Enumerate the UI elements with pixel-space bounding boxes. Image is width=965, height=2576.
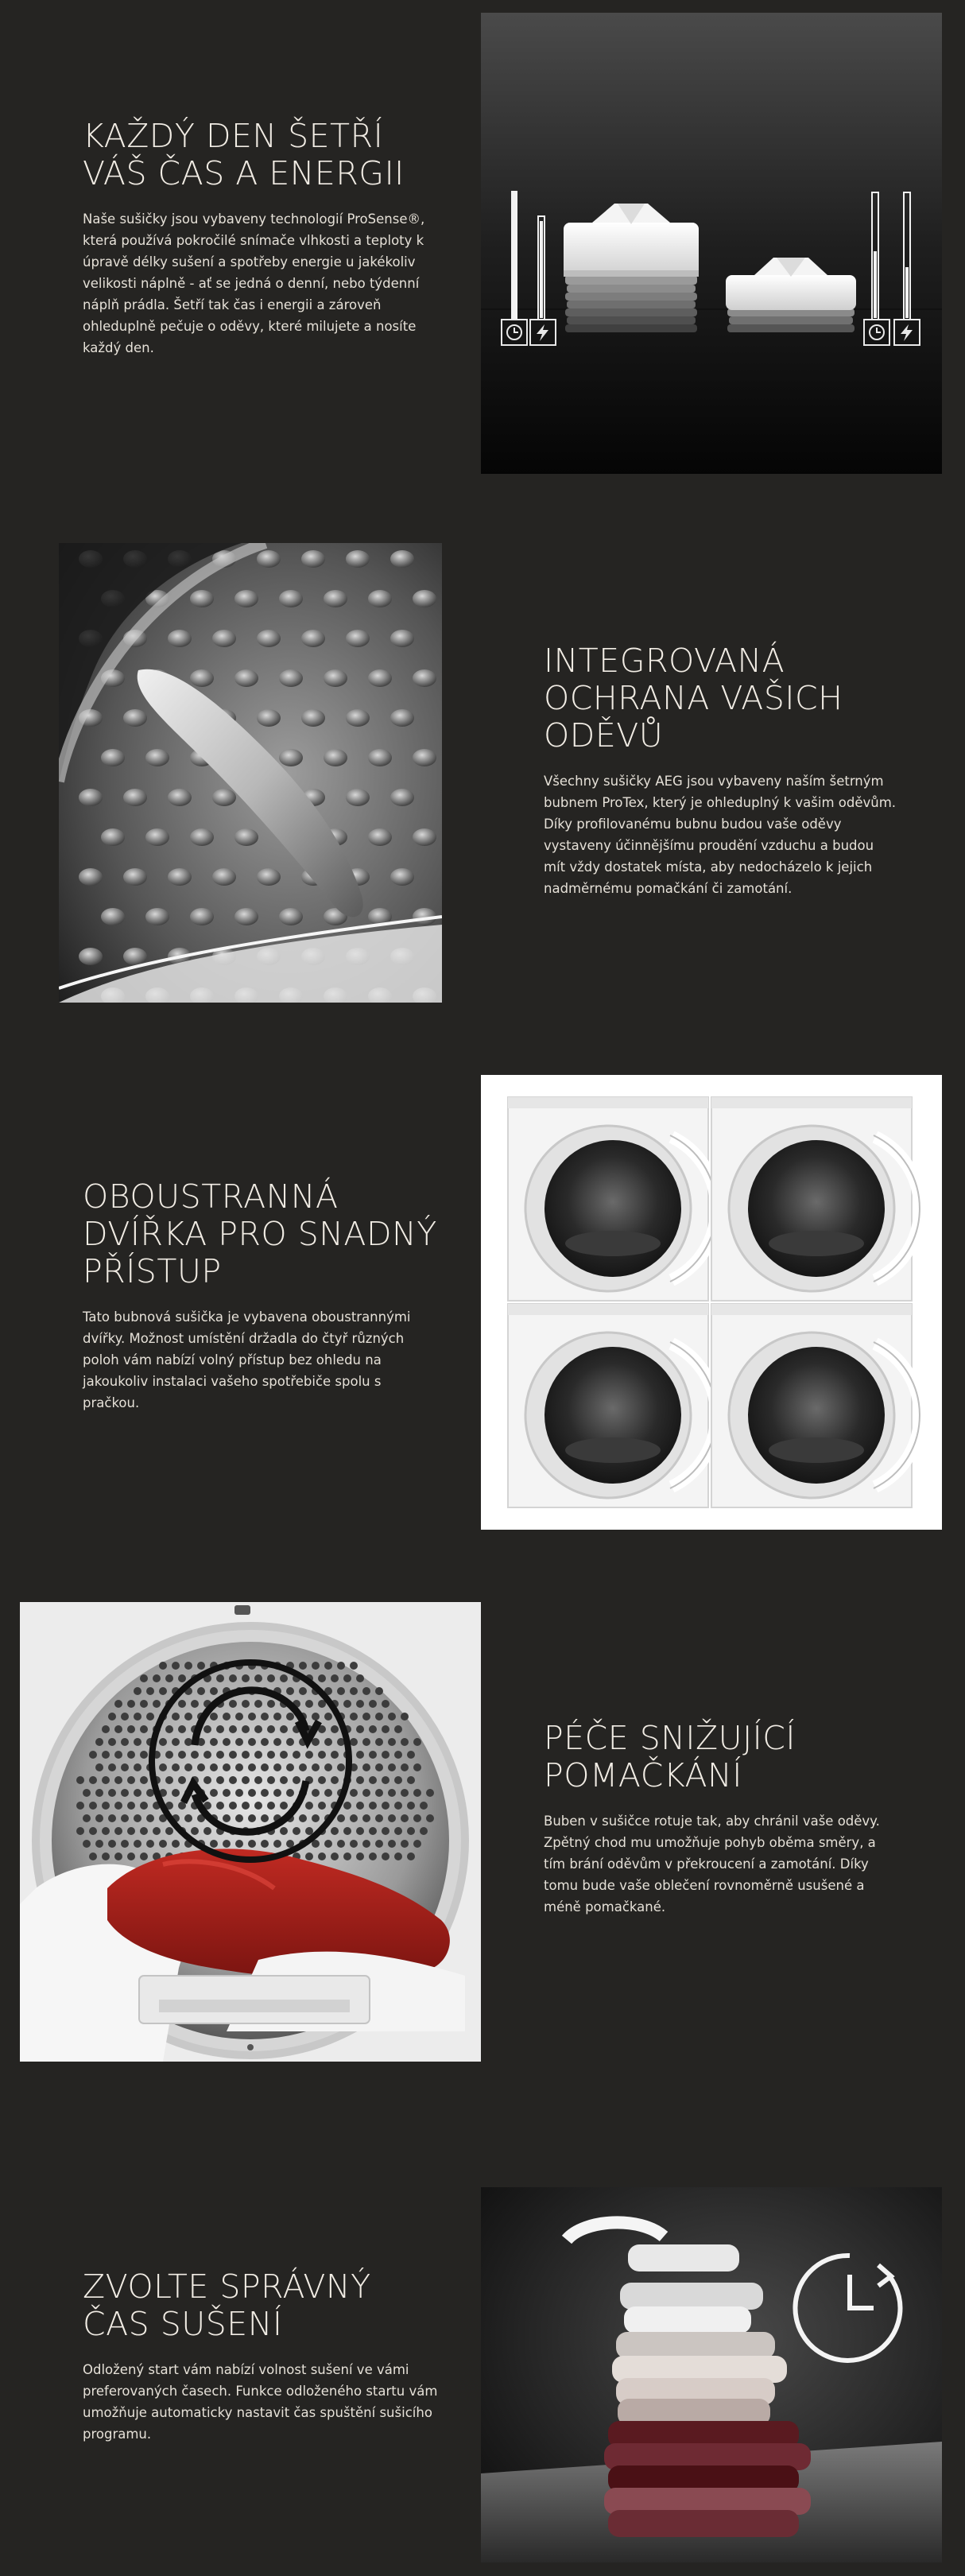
feature-description-delayed-start: Odložený start vám nabízí volnost sušení ve vámi preferovaných časech. Funkce odloženého startu vám umožňuje automaticky nastavit čas spuštění sušicího programu.: [83, 2362, 438, 2442]
feature-section-protex: [0, 525, 965, 1018]
feature-text-reversible-door: [83, 1178, 448, 1414]
feature-description-protex: Všechny sušičky AEG jsou vybaveny naším šetrným bubnem ProTex, který je ohleduplný k vašim oděvům. Díky profilovanému bubnu budou vaše oděvy vystaveny účinnějšímu proudění vzduchu a budou mít vždy dostatek místa, aby nedocházelo k jejich nadměrnému pomačkání či zamotání.: [544, 774, 897, 896]
feature-text-prosense: [83, 118, 448, 359]
protex-drum-image: [59, 543, 442, 1003]
anti-crease-drum-image: [20, 1602, 481, 2062]
feature-title-reversible-door: OBOUSTRANNÁ DVÍŘKA PRO SNADNÝ PŘÍSTUP: [83, 1177, 437, 1290]
feature-description-prosense: Naše sušičky jsou vybaveny technologií ProSense®, která používá pokročilé snímače vlhkosti a teploty k úpravě délky sušení a spotřeby energie u jakékoliv velikosti náplně - ať se jedná o denní, nebo týdenní náplň prádla. Šetří tak čas i energii a zároveň ohleduplně pečuje o oděvy, které milujete a nosíte každý den.: [83, 211, 425, 355]
feature-title-delayed-start: ZVOLTE SPRÁVNÝ ČAS SUŠENÍ: [83, 2268, 371, 2343]
feature-section-anti-crease: [0, 1586, 965, 2079]
feature-title-anti-crease: PÉČE SNIŽUJÍCÍ POMAČKÁNÍ: [544, 1719, 796, 1794]
feature-title-prosense: KAŽDÝ DEN ŠETŘÍ VÁŠ ČAS A ENERGII: [83, 117, 405, 192]
prosense-laundry-image: [481, 13, 942, 474]
feature-text-delayed-start: [83, 2268, 448, 2445]
feature-section-delayed-start: [0, 2159, 965, 2576]
feature-description-anti-crease: Buben v sušičce rotuje tak, aby chránil vaše oděvy. Zpětný chod mu umožňuje pohyb oběma směry, a tím brání oděvům v překroucení a zamotání. Díky tomu bude vaše oblečení rovnoměrně usušené a méně pomačkané.: [544, 1814, 880, 1915]
feature-text-anti-crease: [544, 1720, 909, 1918]
reversible-door-image: [481, 1075, 942, 1530]
feature-title-protex: INTEGROVANÁ OCHRANA VAŠICH ODĚVŮ: [544, 642, 843, 755]
feature-description-reversible-door: Tato bubnová sušička je vybavena oboustrannými dvířky. Možnost umístění držadla do čtyř různých poloh vám nabízí volný přístup bez ohledu na jakoukoliv instalaci vašeho spotřebiče spolu s pračkou.: [83, 1309, 411, 1410]
feature-section-prosense: [0, 0, 965, 493]
delayed-start-laundry-image: [481, 2187, 942, 2562]
feature-text-protex: [544, 642, 909, 899]
feature-section-reversible-door: [0, 1057, 965, 1550]
